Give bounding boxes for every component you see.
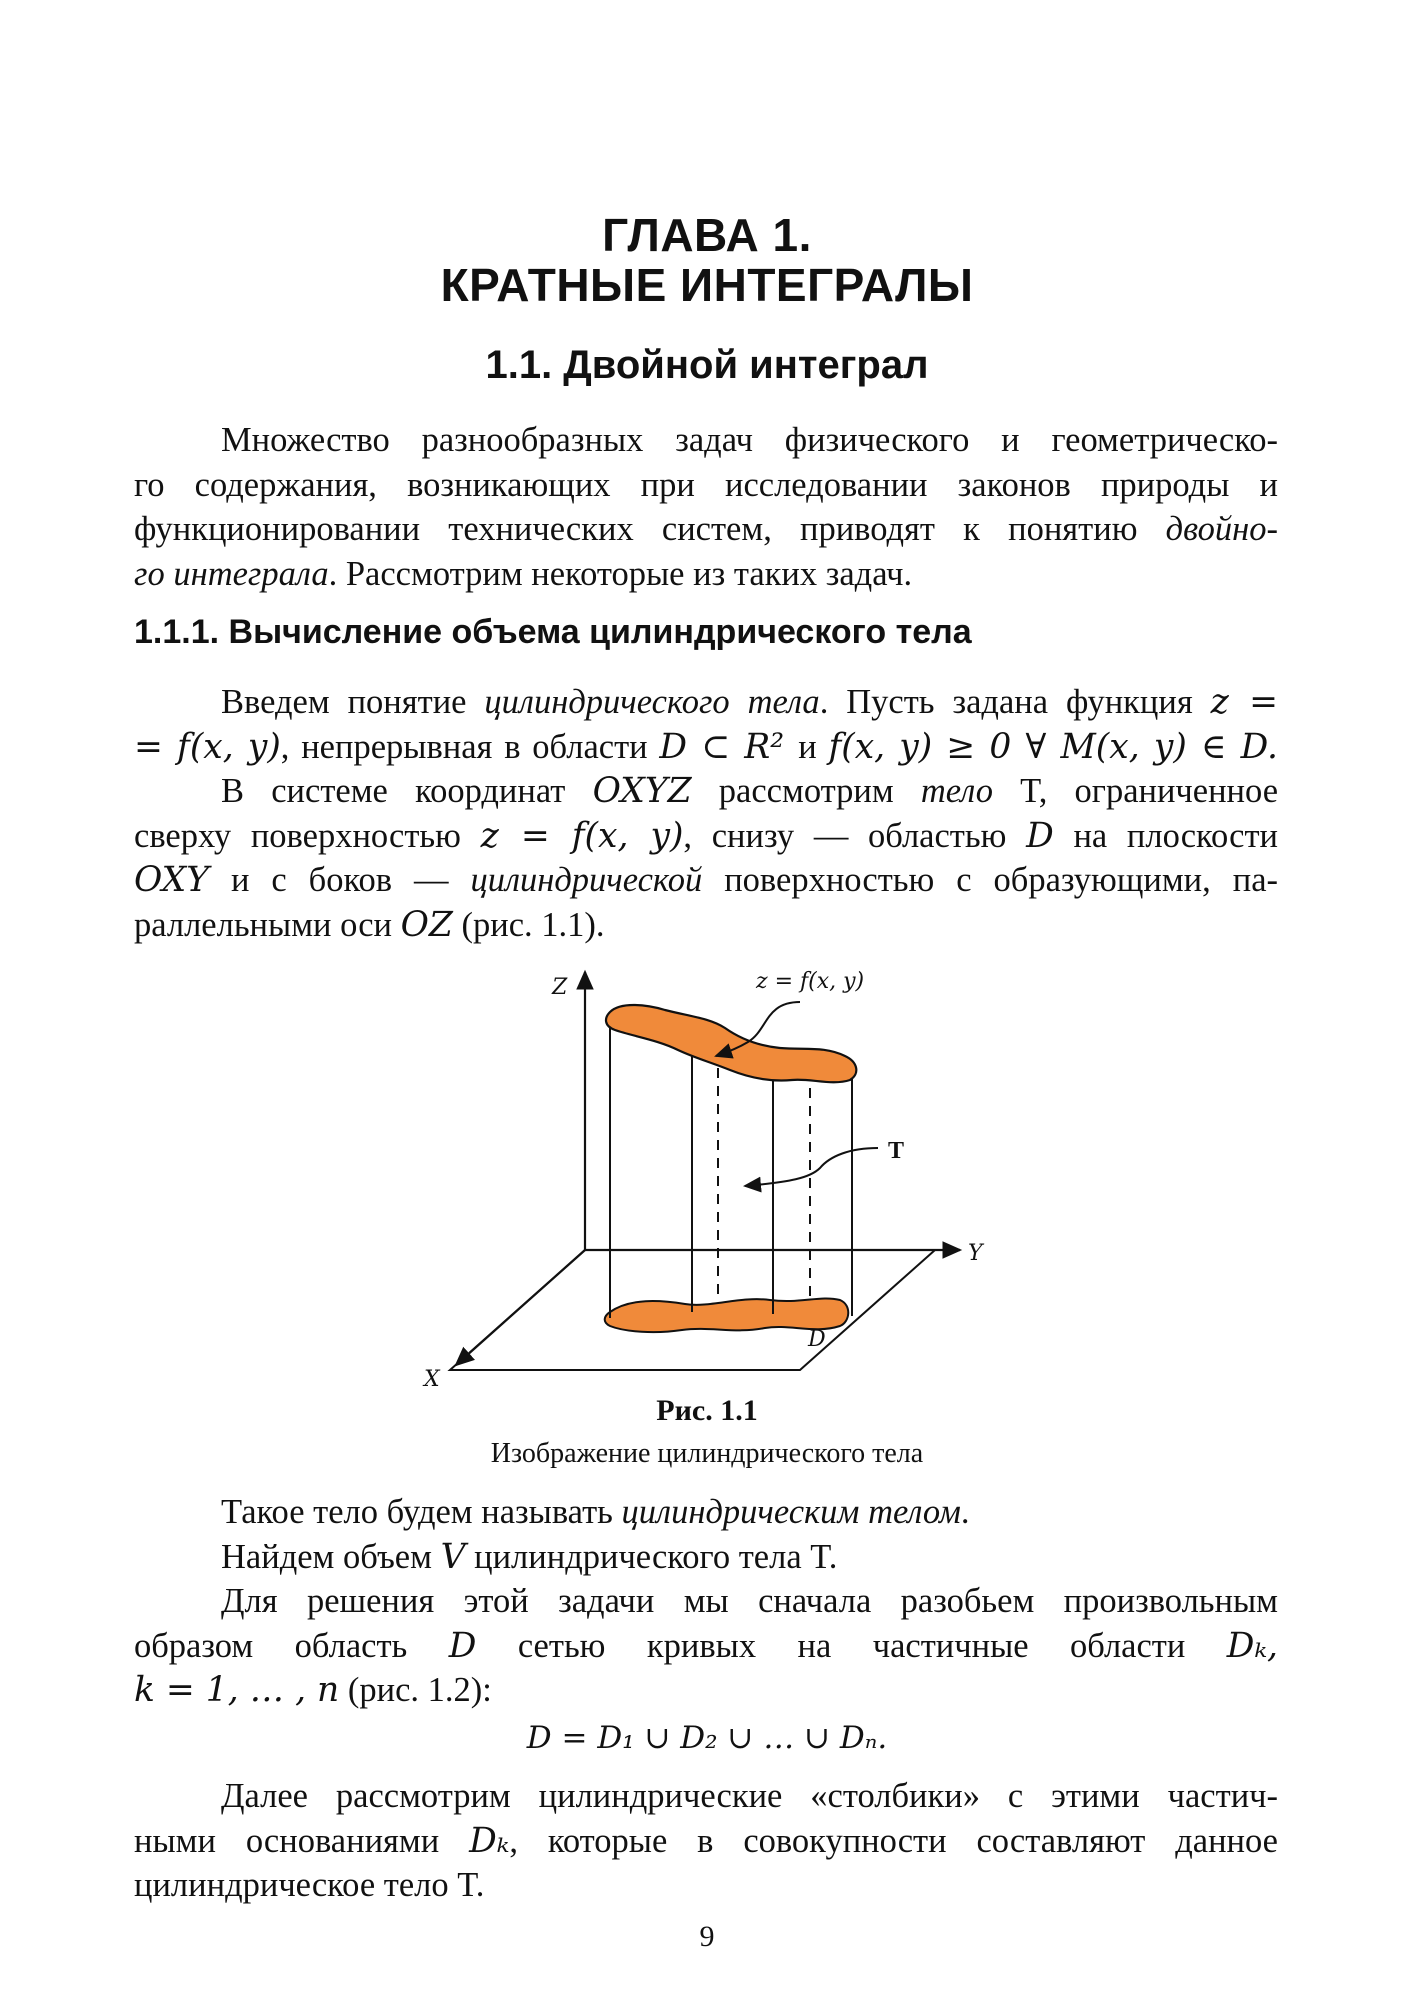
text-line: Для решения этой задачи мы сначала разобьем произвольным bbox=[221, 1582, 1278, 1620]
text-line: го содержания, возникающих при исследовании законов природы и bbox=[134, 465, 1278, 504]
section-title: 1.1. Двойной интеграл bbox=[485, 343, 929, 387]
text-line: Найдем объем V цилиндрического тела T. bbox=[221, 1536, 838, 1577]
z-label: Z bbox=[552, 975, 568, 1000]
text-line: Множество разнообразных задач физического и геометрическо- bbox=[221, 421, 1278, 459]
subsection-title: 1.1.1. Вычисление объема цилиндрического тела bbox=[134, 613, 972, 651]
d-label: D bbox=[808, 1327, 826, 1352]
text-line: k = 1, … , n (рис. 1.2): bbox=[134, 1670, 492, 1710]
text-line: Далее рассмотрим цилиндрические «столбики» с этими частич- bbox=[221, 1777, 1278, 1815]
text-line: ными основаниями Dₖ, которые в совокупности составляют данное bbox=[134, 1820, 1278, 1861]
intro-paragraph bbox=[134, 418, 1278, 596]
chapter-number: ГЛАВА 1. bbox=[602, 209, 812, 261]
x-axis bbox=[456, 1250, 585, 1365]
partition-equation: D = D₁ ∪ D₂ ∪ … ∪ Dₙ. bbox=[526, 1720, 888, 1756]
y-label: Y bbox=[968, 1241, 983, 1266]
x-label: X bbox=[424, 1367, 440, 1392]
t-label: T bbox=[888, 1138, 905, 1164]
paragraph-body bbox=[134, 769, 1278, 947]
surface-label: z = f(x, y) bbox=[756, 969, 865, 994]
page-number: 9 bbox=[699, 1920, 715, 1953]
text-line: образом область D сетью кривых на частичные области Dₖ, bbox=[134, 1625, 1278, 1666]
body-pointer bbox=[745, 1148, 878, 1186]
chapter-title: КРАТНЫЕ ИНТЕГРАЛЫ bbox=[440, 259, 974, 311]
text-line: Введем понятие цилиндрического тела. Пусть задана функция z = bbox=[221, 682, 1278, 722]
text-line: цилиндрическое тело T. bbox=[134, 1866, 485, 1904]
text-line: OXY и с боков — цилиндрической поверхностью с образующими, па- bbox=[134, 860, 1278, 900]
text-line: функционировании технических систем, приводят к понятию двойно- bbox=[134, 510, 1278, 548]
text-line: раллельными оси OZ (рис. 1.1). bbox=[134, 904, 605, 945]
top-surface bbox=[606, 1005, 856, 1082]
text-line: сверху поверхностью z = f(x, y), снизу — областью D на плоскости bbox=[134, 815, 1278, 856]
cylinder-figure bbox=[420, 960, 1020, 1400]
text-line: В системе координат OXYZ рассмотрим тело T, ограниченное bbox=[221, 771, 1279, 811]
paragraph-columns bbox=[134, 1774, 1278, 1908]
figure-caption-title: Рис. 1.1 bbox=[656, 1394, 758, 1427]
paragraph-after-figure bbox=[134, 1490, 1278, 1713]
text-line: Такое тело будем называть цилиндрическим телом. bbox=[221, 1493, 970, 1531]
text-line: го интеграла. Рассмотрим некоторые из таких задач. bbox=[134, 554, 913, 593]
text-line: = f(x, y), непрерывная в области D ⊂ R² и f(x, y) ≥ 0 ∀ M(x, y) ∈ D. bbox=[134, 726, 1278, 767]
paragraph-definition bbox=[134, 680, 1278, 769]
figure-caption-text: Изображение цилиндрического тела bbox=[490, 1438, 924, 1469]
